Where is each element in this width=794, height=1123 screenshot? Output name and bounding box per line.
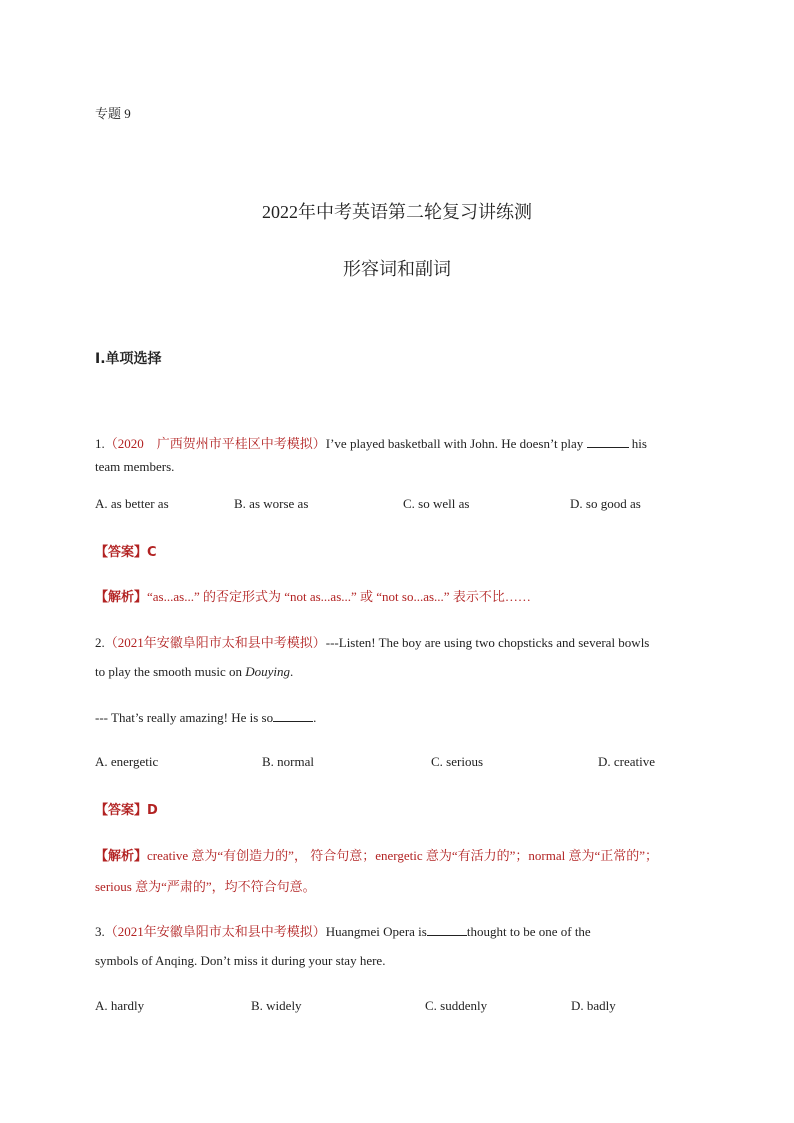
answer-label: 【答案】 [95,545,148,560]
question-text: . [313,710,317,725]
analysis-text: creative 意为“有创造力的”， 符合句意；energetic 意为“有活力的”；normal 意为“正常的”； [147,848,658,863]
option-b: B. widely [251,998,302,1013]
question-number: 1. [95,436,105,451]
option-c: C. suddenly [425,998,488,1013]
answer-value: D [147,803,158,818]
question-text-italic: Douying [245,664,290,679]
answer-blank [427,923,467,936]
question-text: ---Listen! The boy are using two chopsticks and several bowls [325,635,650,650]
page-title: 2022年中考英语第二轮复习讲练测 [262,202,532,222]
question-1-stem [95,433,647,452]
question-text: Huangmei Opera is [325,924,427,939]
option-a: A. as better as [95,496,169,511]
answer-label: 【答案】 [95,803,148,818]
option-c: C. serious [431,754,483,769]
option-d: D. creative [598,754,656,769]
answer-value: C [147,545,157,560]
option-d: D. badly [571,998,616,1013]
option-a: A. hardly [95,998,145,1013]
analysis-text: “as...as...” 的否定形式为 “not as...as...” 或 “not so...as...” 表示不比…… [147,589,531,604]
analysis-label: 【解析】 [95,849,148,864]
option-b: B. normal [262,754,314,769]
answer-line [95,799,158,818]
analysis-line-cont: serious 意为“严肃的”，均不符合句意。 [95,879,316,894]
question-source: （2020 广西贺州市平桂区中考模拟） [104,436,326,451]
answer-line [95,541,157,560]
analysis-label: 【解析】 [95,590,148,605]
question-number: 2. [95,635,105,650]
option-b: B. as worse as [234,496,309,511]
option-a: A. energetic [95,754,159,769]
question-text: --- That’s really amazing! He is so [95,710,274,725]
question-text: to play the smooth music on [95,664,246,679]
page-subtitle: 形容词和副词 [343,259,451,279]
question-3-stem [95,921,591,940]
question-source: （2021年安徽阜阳市太和县中考模拟） [104,924,326,939]
section-heading: Ⅰ.单项选择 [95,351,162,367]
question-2-stem [95,632,649,651]
answer-blank [587,435,629,448]
question-text: I’ve played basketball with John. He doesn’t play [325,436,587,451]
question-number: 3. [95,924,105,939]
option-d: D. so good as [570,496,641,511]
answer-blank [273,709,313,722]
question-2-dialogue [95,709,316,726]
question-text: thought to be one of the [466,924,591,939]
question-text: his [628,436,647,451]
analysis-line [95,586,531,605]
analysis-line [95,845,658,864]
question-source: （2021年安徽阜阳市太和县中考模拟） [104,635,326,650]
question-text: . [290,664,294,679]
question-1-stem-cont: team members. [95,459,175,474]
question-3-stem-cont: symbols of Anqing. Don’t miss it during your stay here. [95,953,386,968]
question-2-stem-cont [95,664,293,680]
topic-label: 专题 9 [95,106,131,121]
option-c: C. so well as [403,496,470,511]
